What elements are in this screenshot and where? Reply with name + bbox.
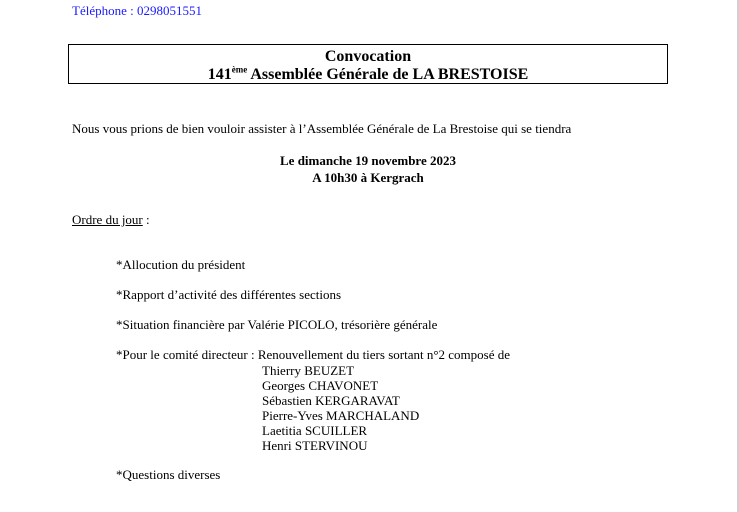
event-date: Le dimanche 19 novembre 2023 <box>280 153 456 168</box>
title-superscript: ème <box>231 64 248 75</box>
title-convocation: Convocation <box>324 48 412 65</box>
agenda-item-situation: *Situation financière par Valérie PICOLO, trésorière générale <box>116 317 438 332</box>
member-item: Thierry BEUZET <box>262 363 355 378</box>
event-details <box>68 152 668 186</box>
member-item: Laetitia SCUILLER <box>262 423 368 438</box>
member-item: Georges CHAVONET <box>262 378 379 393</box>
agenda-item-rapport: *Rapport d’activité des différentes sections <box>116 287 342 302</box>
title-box <box>68 44 668 84</box>
member-item: Sébastien KERGARAVAT <box>262 393 400 408</box>
title-assembly-text: Assemblée Générale de LA BRESTOISE <box>247 66 529 83</box>
agenda-heading-colon: : <box>142 212 150 227</box>
intro-paragraph: Nous vous prions de bien vouloir assister à l’Assemblée Générale de La Brestoise qui se tiendra <box>72 121 572 136</box>
agenda-item-comite: *Pour le comité directeur : Renouvellement du tiers sortant n°2 composé de <box>116 347 511 362</box>
agenda-item-allocution: *Allocution du président <box>116 257 246 272</box>
agenda-heading <box>72 212 150 228</box>
agenda-heading-text: Ordre du jour <box>72 212 143 227</box>
agenda-item-questions: *Questions diverses <box>116 467 221 482</box>
member-item: Pierre-Yves MARCHALAND <box>262 408 420 423</box>
member-item: Henri STERVINOU <box>262 438 368 453</box>
phone-number: Téléphone : 0298051551 <box>72 3 202 18</box>
member-list <box>262 363 419 453</box>
title-number: 141 <box>207 66 232 83</box>
title-assembly <box>69 66 667 84</box>
event-time-place: A 10h30 à Kergrach <box>312 170 424 185</box>
